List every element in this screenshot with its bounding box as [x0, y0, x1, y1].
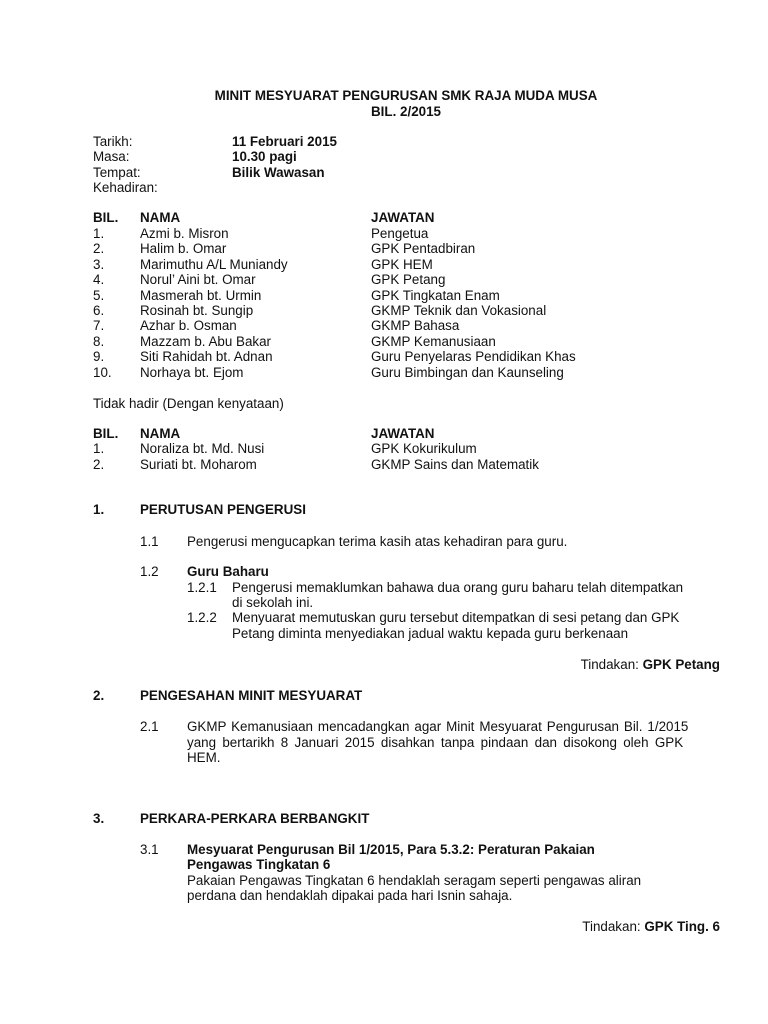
- attendance-row-nama: Halim b. Omar: [140, 241, 227, 256]
- attendance-row-jawatan: GPK Tingkatan Enam: [371, 288, 500, 303]
- absent-header-jawatan: JAWATAN: [371, 426, 435, 441]
- attendance-header-nama: NAMA: [140, 210, 181, 225]
- item-1-2-1-number: 1.2.1: [187, 580, 217, 595]
- section-3-action: [582, 919, 720, 935]
- item-2-1-number: 2.1: [140, 719, 159, 734]
- section-1-title: PERUTUSAN PENGERUSI: [140, 502, 306, 517]
- attendance-row-jawatan: GPK HEM: [371, 257, 433, 272]
- meta-value-tarikh: 11 Februari 2015: [232, 134, 337, 149]
- item-2-1-text: GKMP Kemanusiaan mencadangkan agar Minit Mesyuarat Pengurusan Bil. 1/2015: [187, 719, 689, 734]
- section-2-title: PENGESAHAN MINIT MESYUARAT: [140, 688, 363, 703]
- section-1-action: [581, 657, 720, 673]
- attendance-row-nama: Siti Rahidah bt. Adnan: [140, 349, 273, 364]
- section-3-title: PERKARA-PERKARA BERBANGKIT: [140, 811, 370, 826]
- item-1-2-title: Guru Baharu: [187, 564, 269, 579]
- item-2-1-text: HEM.: [187, 750, 221, 765]
- document-bil: BIL. 2/2015: [371, 104, 441, 119]
- attendance-row-nama: Norhaya bt. Ejom: [140, 365, 244, 380]
- attendance-row-jawatan: Guru Bimbingan dan Kaunseling: [371, 365, 564, 380]
- absent-header-bil: BIL.: [93, 426, 119, 441]
- attendance-row-no: 9.: [93, 349, 105, 364]
- attendance-row-jawatan: Guru Penyelaras Pendidikan Khas: [371, 349, 576, 364]
- meta-label-kehadiran: Kehadiran:: [93, 180, 158, 195]
- absent-row-no: 2.: [93, 457, 105, 472]
- attendance-row-no: 1.: [93, 226, 105, 241]
- item-3-1-title: Mesyuarat Pengurusan Bil 1/2015, Para 5.3.2: Peraturan Pakaian: [187, 842, 595, 857]
- attendance-row-nama: Azmi b. Misron: [140, 226, 229, 241]
- item-3-1-title: Pengawas Tingkatan 6: [187, 857, 331, 872]
- attendance-row-no: 2.: [93, 241, 105, 256]
- item-1-2-2-text: Petang diminta menyediakan jadual waktu kepada guru berkenaan: [232, 626, 629, 641]
- attendance-row-no: 4.: [93, 272, 105, 287]
- section-3-number: 3.: [93, 811, 105, 826]
- meta-label-masa: Masa:: [93, 149, 130, 164]
- section-2-number: 2.: [93, 688, 105, 703]
- absent-label: Tidak hadir (Dengan kenyataan): [93, 396, 284, 411]
- item-1-2-1-text: Pengerusi memaklumkan bahawa dua orang guru baharu telah ditempatkan: [232, 580, 684, 595]
- absent-row-no: 1.: [93, 441, 105, 456]
- absent-row-nama: Suriati bt. Moharom: [140, 457, 257, 472]
- action-label: Tindakan:: [582, 919, 641, 934]
- item-3-1-number: 3.1: [140, 842, 159, 857]
- attendance-row-jawatan: GPK Pentadbiran: [371, 241, 476, 256]
- meta-label-tempat: Tempat:: [93, 165, 141, 180]
- attendance-row-no: 6.: [93, 303, 105, 318]
- attendance-header-bil: BIL.: [93, 210, 119, 225]
- attendance-row-nama: Azhar b. Osman: [140, 318, 237, 333]
- attendance-header-jawatan: JAWATAN: [371, 210, 435, 225]
- meta-value-masa: 10.30 pagi: [232, 149, 297, 164]
- attendance-row-no: 5.: [93, 288, 105, 303]
- meta-label-tarikh: Tarikh:: [93, 134, 133, 149]
- attendance-row-jawatan: GKMP Kemanusiaan: [371, 334, 496, 349]
- attendance-row-no: 3.: [93, 257, 105, 272]
- attendance-row-no: 10.: [93, 365, 112, 380]
- item-1-1-number: 1.1: [140, 534, 159, 549]
- item-1-1-text: Pengerusi mengucapkan terima kasih atas kehadiran para guru.: [187, 534, 568, 549]
- attendance-row-nama: Mazzam b. Abu Bakar: [140, 334, 271, 349]
- meta-value-tempat: Bilik Wawasan: [232, 165, 325, 180]
- absent-row-jawatan: GPK Kokurikulum: [371, 441, 477, 456]
- attendance-row-jawatan: Pengetua: [371, 226, 429, 241]
- attendance-row-jawatan: GKMP Bahasa: [371, 318, 460, 333]
- attendance-row-jawatan: GPK Petang: [371, 272, 446, 287]
- attendance-row-nama: Rosinah bt. Sungip: [140, 303, 254, 318]
- attendance-row-nama: Masmerah bt. Urmin: [140, 288, 262, 303]
- section-1-number: 1.: [93, 502, 105, 517]
- item-1-2-1-text: di sekolah ini.: [232, 595, 314, 610]
- action-value: GPK Ting. 6: [644, 919, 720, 934]
- item-1-2-number: 1.2: [140, 564, 159, 579]
- absent-row-nama: Noraliza bt. Md. Nusi: [140, 441, 265, 456]
- item-3-1-text: Pakaian Pengawas Tingkatan 6 hendaklah seragam seperti pengawas aliran: [187, 873, 642, 888]
- item-1-2-2-number: 1.2.2: [187, 610, 217, 625]
- action-value: GPK Petang: [642, 657, 720, 672]
- absent-header-nama: NAMA: [140, 426, 181, 441]
- attendance-row-nama: Norul’ Aini bt. Omar: [140, 272, 256, 287]
- item-2-1-text: yang bertarikh 8 Januari 2015 disahkan tanpa pindaan dan disokong oleh GPK: [187, 735, 684, 750]
- attendance-row-no: 7.: [93, 318, 105, 333]
- absent-row-jawatan: GKMP Sains dan Matematik: [371, 457, 539, 472]
- item-3-1-text: perdana dan hendaklah dipakai pada hari Isnin sahaja.: [187, 888, 513, 903]
- document-title: MINIT MESYUARAT PENGURUSAN SMK RAJA MUDA MUSA: [214, 88, 598, 103]
- attendance-row-jawatan: GKMP Teknik dan Vokasional: [371, 303, 547, 318]
- attendance-row-nama: Marimuthu A/L Muniandy: [140, 257, 288, 272]
- attendance-row-no: 8.: [93, 334, 105, 349]
- action-label: Tindakan:: [580, 657, 639, 672]
- item-1-2-2-text: Menyuarat memutuskan guru tersebut ditempatkan di sesi petang dan GPK: [232, 610, 680, 625]
